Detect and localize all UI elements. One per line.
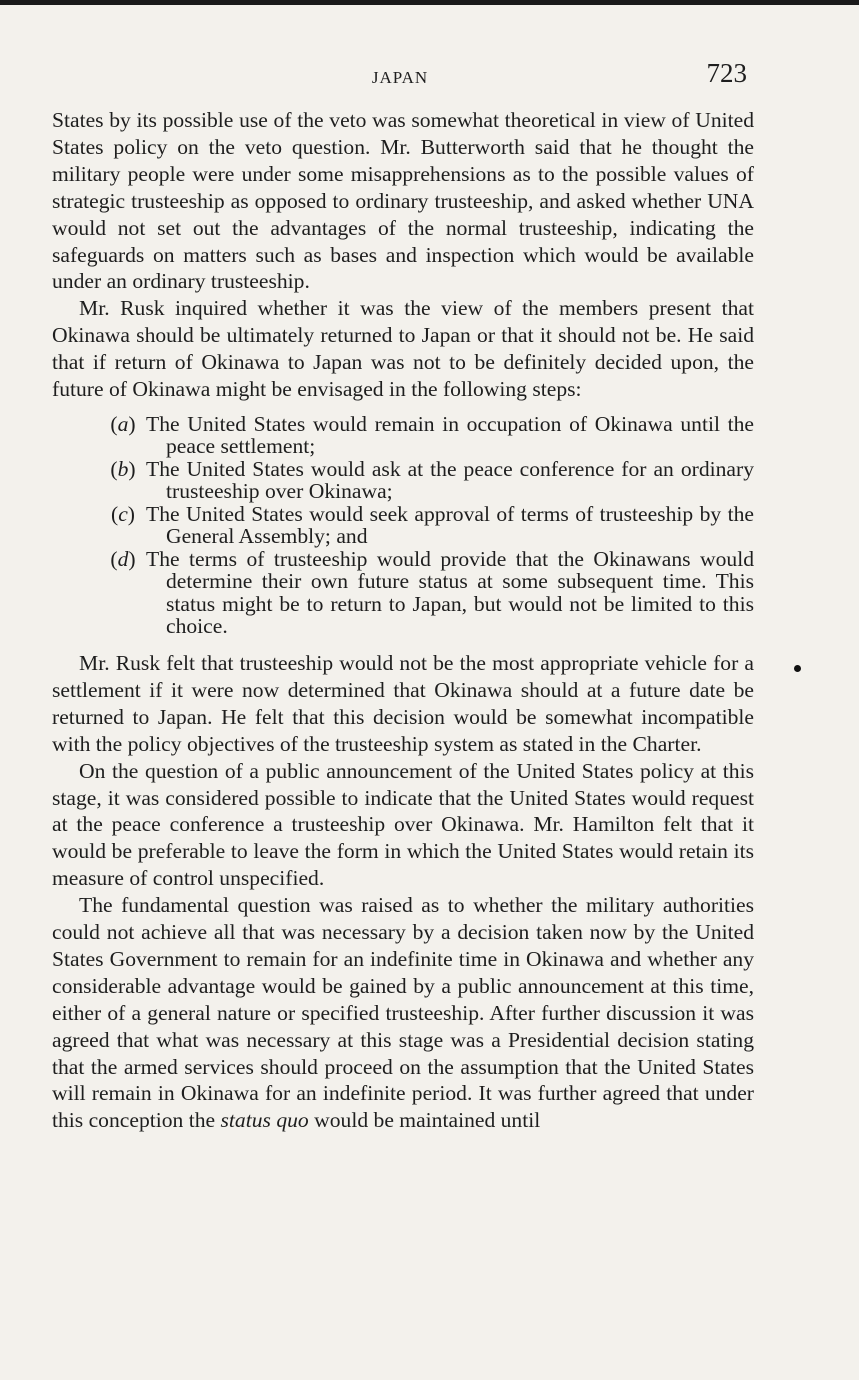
paragraph-1: States by its possible use of the veto was somewhat theoretical in view of United States policy on the veto question. Mr. Butterworth said that he thought the military people were under some misapprehensions as to the possible values of strategic trusteeship as opposed to ordinary trusteeship, and asked whether UNA would not set out the advantages of the normal trusteeship, indicating the safeguards on matters such as bases and inspection which would be available under an ordinary trusteeship. [52,108,754,294]
page-number: 723 [706,58,747,88]
list-item [111,501,754,549]
list-item-text: The United States would ask at the peace conference for an ordinary trusteeship over Okinawa; [146,456,754,504]
list-item [110,546,754,639]
paragraph-3: Mr. Rusk felt that trusteeship would not be the most appropriate vehicle for a settlement if it were now determined that Okinawa should at a future date be returned to Japan. He felt that this decision would be somewhat incompatible with the policy objectives of the trusteeship system as stated in the Charter. [52,650,754,756]
margin-mark [794,665,801,672]
list-item-marker: (d) [110,546,136,571]
list-item-text: The United States would remain in occupation of Okinawa until the peace settlement; [146,411,754,459]
list-item [110,456,754,504]
list-item-text: The United States would seek approval of terms of trusteeship by the General Assembly; and [146,501,754,549]
running-header-title: JAPAN [371,68,429,87]
list-item-marker: (a) [110,411,136,436]
paragraph-4: On the question of a public announcement of the United States policy at this stage, it was considered possible to indicate that the United States would request at the peace conference a trusteeship over Okinawa. Mr. Hamilton felt that it would be preferable to leave the form in which the United States would retain its measure of control unspecified. [52,758,754,891]
steps-list [52,413,754,638]
paragraph-5: The fundamental question was raised as to whether the military authorities could not achieve all that was necessary by a decision taken now by the United States Government to remain for an indefinite time in Okinawa and whether any considerable advantage would be gained by a public announcement at this time, either of a general nature or specified trusteeship. After further discussion it was agreed that what was necessary at this stage was a Presidential decision stating that the armed services should proceed on the assumption that the United States will remain in Okinawa for an indefinite period. It was further agreed that under this conception the status quo would be maintained until [52,893,754,1133]
list-item-text: The terms of trusteeship would provide that the Okinawans would determine their own future status at some subsequent time. This status might be to return to Japan, but would not be limited to this choice. [146,546,754,639]
top-page-rule [0,0,859,5]
document-body [52,107,754,1134]
list-item-marker: (c) [111,501,135,526]
list-item-marker: (b) [110,456,136,481]
list-item [110,411,754,459]
paragraph-2: Mr. Rusk inquired whether it was the view of the members present that Okinawa should be ultimately returned to Japan or that it should not be. He said that if return of Okinawa to Japan was not to be definitely decided upon, the future of Okinawa might be envisaged in the following steps: [52,296,754,402]
status-quo-italic: status quo [220,1108,309,1133]
